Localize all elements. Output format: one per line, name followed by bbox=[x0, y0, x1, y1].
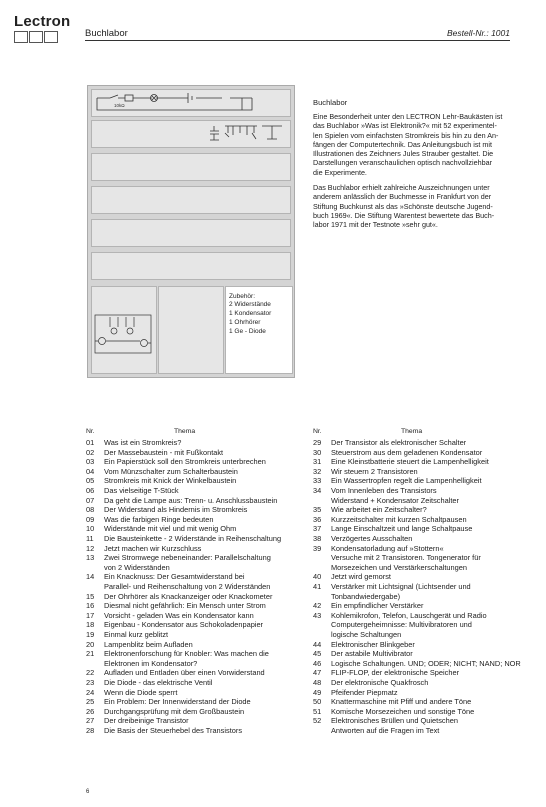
accessory-item: 2 Widerstände bbox=[229, 301, 271, 308]
topic-number: 37 bbox=[313, 524, 322, 534]
topic-title: Elektronischer Blinkgeber bbox=[331, 639, 415, 649]
topic-title: Die Basis der Steuerhebel des Transistors bbox=[104, 726, 243, 735]
topic-title: Steuerstrom aus dem geladenen Kondensator bbox=[331, 447, 483, 457]
lectron-logo bbox=[14, 14, 70, 43]
topic-number: 40 bbox=[313, 572, 322, 582]
topic-title: Der Massebaustein - mit Fußkontakt bbox=[104, 447, 224, 457]
topic-title: Wenn die Diode sperrt bbox=[104, 687, 178, 697]
topic-number: 46 bbox=[313, 658, 322, 668]
topic-number: 06 bbox=[86, 486, 95, 495]
topic-title: Komische Morsezeichen und sonstige Töne bbox=[331, 706, 475, 716]
text-line: anderem anlässlich der Buchmesse in Frankfurt von der bbox=[313, 192, 492, 202]
topic-title: Der astabile Multivibrator bbox=[331, 649, 413, 659]
topic-title: Elektronen im Kondensator? bbox=[104, 658, 198, 668]
order-number: Bestell-Nr.: 1001 bbox=[447, 28, 510, 38]
text-line: die Experimente. bbox=[313, 167, 367, 177]
topic-number: 21 bbox=[86, 649, 95, 659]
topic-title: Zwei Stromwege nebeneinander: Parallelschaltung bbox=[104, 553, 271, 563]
topic-title: Stromkreis mit Knick der Winkelbaustein bbox=[104, 476, 237, 486]
topic-number: 44 bbox=[313, 639, 322, 649]
topic-title: Vom Innenleben des Transistors bbox=[331, 486, 437, 495]
topic-title: Elektronisches Brüllen und Quietschen bbox=[331, 716, 458, 726]
topic-title: FLIP-FLOP, der elektronische Speicher bbox=[331, 668, 460, 678]
topic-number: 10 bbox=[86, 524, 95, 534]
topic-number: 45 bbox=[313, 649, 322, 659]
topic-number: 52 bbox=[313, 716, 322, 726]
topic-number: 20 bbox=[86, 639, 95, 649]
topic-title: Computergeheimnisse: Multivibratoren und bbox=[331, 620, 472, 630]
topic-number: 50 bbox=[313, 697, 322, 707]
topic-title: Aufladen und Entladen über einen Vorwiderstand bbox=[104, 668, 265, 678]
topic-title: Kohlemikrofon, Telefon, Lauschgerät und Radio bbox=[331, 610, 487, 620]
topic-title: Lange Einschaltzeit und lange Schaltpause bbox=[331, 524, 473, 534]
topic-number: 34 bbox=[313, 486, 322, 495]
topic-number: 19 bbox=[86, 630, 95, 639]
topic-number: 25 bbox=[86, 697, 95, 707]
topic-title: Jetzt machen wir Kurzschluss bbox=[104, 543, 202, 553]
topic-title: Diesmal nicht gefährlich: Ein Mensch unter Strom bbox=[104, 601, 266, 611]
topic-number: 48 bbox=[313, 678, 322, 687]
topic-title: Verzögertes Ausschalten bbox=[331, 534, 413, 543]
topic-number: 32 bbox=[313, 466, 322, 476]
accessory-item: 1 Ge - Diode bbox=[229, 328, 266, 335]
kit-slot-7 bbox=[91, 286, 157, 374]
topic-title: Elektronenforschung für Knobler: Was machen die bbox=[104, 649, 269, 659]
topic-title: Jetzt wird gemorst bbox=[331, 572, 391, 582]
topic-number: 43 bbox=[313, 610, 322, 620]
topic-title: Vom Münzschalter zum Schalterbaustein bbox=[104, 466, 238, 476]
text-line: Eine Besonderheit unter den LECTRON Lehr-Baukästen ist bbox=[313, 112, 503, 121]
topic-number: 38 bbox=[313, 534, 322, 543]
topic-number: 07 bbox=[86, 495, 95, 505]
transistor-circuit-diagram bbox=[92, 287, 156, 373]
topic-number: 13 bbox=[86, 553, 95, 563]
topic-number: 01 bbox=[86, 438, 95, 447]
topic-number: 49 bbox=[313, 687, 322, 697]
accessory-item: 1 Kondensator bbox=[229, 310, 272, 317]
topic-number: 08 bbox=[86, 505, 95, 515]
text-line: Darstellungen veranschaulichen optisch nachvollziehbar bbox=[313, 158, 492, 168]
topic-number: 17 bbox=[86, 610, 95, 620]
topic-number: 41 bbox=[313, 582, 322, 591]
header-divider bbox=[85, 40, 510, 41]
topic-number: 28 bbox=[86, 726, 95, 735]
text-line: Stiftung Buchkunst als das »Schönste deutsche Jugend- bbox=[313, 201, 493, 211]
text-line: buch 1969«. Die Stiftung Warentest bewertete das Buch- bbox=[313, 210, 495, 220]
topic-number: 03 bbox=[86, 457, 95, 467]
topic-title: Wir steuern 2 Transistoren bbox=[331, 466, 418, 476]
topics-table-left bbox=[86, 428, 311, 778]
topic-number: 47 bbox=[313, 668, 322, 678]
topic-number: 22 bbox=[86, 668, 95, 678]
topic-title: von 2 Widerständen bbox=[104, 562, 170, 572]
description-paragraph-2 bbox=[313, 183, 511, 229]
column-header-thema: Thema bbox=[401, 428, 423, 435]
topic-number: 18 bbox=[86, 620, 95, 630]
description-paragraph-1 bbox=[313, 112, 511, 177]
topic-number: 16 bbox=[86, 601, 95, 611]
topic-number: 51 bbox=[313, 706, 322, 716]
topic-number: 39 bbox=[313, 543, 322, 553]
text-line: labor 1971 mit der Testnote »sehr gut«. bbox=[313, 220, 438, 230]
topic-number: 35 bbox=[313, 505, 322, 515]
series-circuit-diagram bbox=[92, 90, 290, 116]
topic-number: 24 bbox=[86, 687, 95, 697]
description-title: Buchlabor bbox=[313, 98, 348, 107]
topic-title: Ein empfindlicher Verstärker bbox=[331, 601, 424, 611]
topics-table-right bbox=[313, 428, 533, 778]
text-line: Das Buchlabor erhielt zahlreiche Auszeichnungen unter bbox=[313, 183, 490, 192]
text-line: fängen der Computertechnik. Das Anleitungsbuch ist mit bbox=[313, 139, 492, 149]
column-header-nr: Nr. bbox=[313, 428, 322, 435]
topic-number: 11 bbox=[86, 534, 94, 543]
topic-title: Widerstand + Kondensator Zeitschalter bbox=[331, 495, 459, 505]
topic-title: Kurzzeitschalter mit kurzen Schaltpausen bbox=[331, 514, 467, 524]
topic-number: 30 bbox=[313, 447, 322, 457]
topic-title: Eigenbau - Kondensator aus Schokoladenpapier bbox=[104, 620, 264, 630]
kit-slot-circuit bbox=[91, 89, 291, 117]
topic-title: Parallel- und Reihenschaltung von 2 Widerständen bbox=[104, 581, 271, 591]
kit-illustration bbox=[87, 85, 295, 378]
topic-title: Versuche mit 2 Transistoren. Tongenerator für bbox=[331, 553, 481, 563]
kit-slot-components bbox=[91, 120, 291, 148]
topic-number: 09 bbox=[86, 514, 95, 524]
topic-title: Lampenblitz beim Aufladen bbox=[104, 639, 193, 649]
topic-number: 33 bbox=[313, 476, 322, 486]
kit-slot-6 bbox=[91, 252, 291, 280]
topic-number: 26 bbox=[86, 706, 95, 716]
topic-title: Logische Schaltungen. UND; ODER; NICHT; NAND; NOR bbox=[331, 658, 521, 668]
kit-slot-8 bbox=[158, 286, 224, 374]
components-diagram bbox=[92, 121, 290, 147]
topic-title: Was ist ein Stromkreis? bbox=[104, 438, 182, 447]
topic-number: 12 bbox=[86, 543, 95, 553]
topic-title: Verstärker mit Lichtsignal (Lichtsender und bbox=[331, 582, 471, 591]
topic-title: Ein Wassertropfen regelt die Lampenhelligkeit bbox=[331, 476, 482, 486]
topic-title: Vorsicht - geladen Was ein Kondensator kann bbox=[104, 610, 254, 620]
topic-title: Morsezeichen und Verstärkerschaltungen bbox=[331, 562, 467, 572]
page-title: Buchlabor bbox=[85, 28, 128, 39]
topic-number: 04 bbox=[86, 466, 95, 476]
topic-title: Die Diode - das elektrische Ventil bbox=[104, 678, 213, 687]
topic-title: Durchgangsprüfung mit dem Großbaustein bbox=[104, 706, 245, 716]
topic-title: Der Transistor als elektronischer Schalter bbox=[331, 438, 467, 447]
topic-title: Ein Knacknuss: Der Gesamtwiderstand bei bbox=[104, 572, 245, 582]
topic-number: 05 bbox=[86, 476, 95, 486]
topic-title: Die Bausteinkette - 2 Widerstände in Reihenschaltung bbox=[104, 534, 282, 543]
brand-name: Lectron bbox=[14, 13, 71, 30]
topic-number: 15 bbox=[86, 591, 95, 601]
topic-title: Der Widerstand als Hindernis im Stromkreis bbox=[104, 505, 248, 515]
topic-number: 29 bbox=[313, 438, 322, 447]
kit-slot-5 bbox=[91, 219, 291, 247]
topic-title: Ein Papierstück soll den Stromkreis unterbrechen bbox=[104, 457, 266, 467]
topic-title: Pfeifender Piepmatz bbox=[331, 687, 398, 697]
topic-number: 27 bbox=[86, 716, 95, 726]
topic-title: Wie arbeitet ein Zeitschalter? bbox=[331, 505, 427, 515]
topic-number: 23 bbox=[86, 678, 95, 687]
topic-title: Einmal kurz geblitzt bbox=[104, 630, 169, 639]
accessory-item: 1 Ohrhörer bbox=[229, 319, 261, 326]
topic-number: 42 bbox=[313, 601, 322, 611]
topic-title: Antworten auf die Fragen im Text bbox=[331, 725, 440, 735]
text-line: das Buchlabor »Was ist Elektronik?« mit 52 experimentel- bbox=[313, 121, 497, 131]
text-line: len Spielen vom einfachsten Stromkreis bis hin zu den An- bbox=[313, 130, 499, 140]
topic-title: Eine Kleinstbatterie steuert die Lampenhelligkeit bbox=[331, 457, 489, 467]
topic-title: Da geht die Lampe aus: Trenn- u. Anschlussbaustein bbox=[104, 495, 278, 505]
topic-title: Das vielseitige T-Stück bbox=[104, 486, 179, 495]
page-number: 6 bbox=[86, 789, 90, 795]
topic-title: Der Ohrhörer als Knackanzeiger oder Knackometer bbox=[104, 591, 273, 601]
topic-title: Der dreibeinige Transistor bbox=[104, 716, 189, 726]
topic-title: Ein Problem: Der Innenwiderstand der Diode bbox=[104, 697, 251, 707]
resistor-label: 10kΩ bbox=[114, 103, 125, 108]
topic-number: 02 bbox=[86, 447, 95, 457]
column-header-nr: Nr. bbox=[86, 428, 95, 435]
column-header-thema: Thema bbox=[174, 428, 196, 435]
kit-slot-4 bbox=[91, 186, 291, 214]
topic-title: Der elektronische Quakfrosch bbox=[331, 678, 429, 687]
logo-boxes bbox=[14, 31, 70, 43]
topic-title: Tonbandwiedergabe) bbox=[331, 591, 401, 601]
topic-number: 36 bbox=[313, 514, 322, 524]
topic-title: Knattermaschine mit Pfiff und andere Töne bbox=[331, 697, 472, 707]
topic-number: 31 bbox=[313, 457, 322, 467]
text-line: Illustrationen des Zeichners Jules Strauber gestaltet. Die bbox=[313, 149, 494, 159]
topic-title: Widerstände mit viel und mit wenig Ohm bbox=[104, 524, 237, 534]
accessories-title: Zubehör: bbox=[229, 293, 256, 300]
topic-title: Was die farbigen Ringe bedeuten bbox=[104, 514, 214, 524]
topic-title: logische Schaltungen bbox=[331, 629, 402, 639]
topic-title: Kondensatorladung auf »Stottern« bbox=[331, 543, 444, 553]
kit-slot-3 bbox=[91, 153, 291, 181]
topic-number: 14 bbox=[86, 572, 95, 582]
